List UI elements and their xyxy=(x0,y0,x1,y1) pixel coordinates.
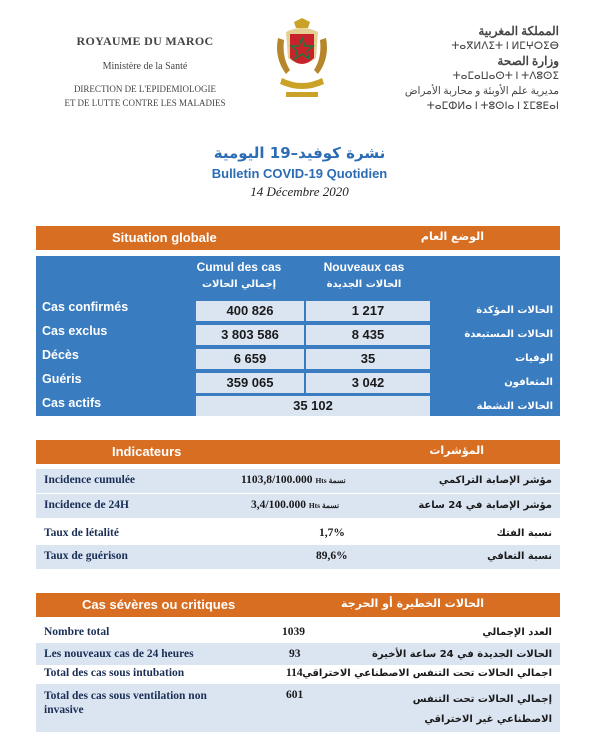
severe-value: 601 xyxy=(286,689,304,701)
col-cumul-ar: إجمالي الحالات xyxy=(201,279,277,290)
direction-ar: مديرية علم الأوبئة و محاربة الأمراض xyxy=(404,86,559,97)
indicator-label-ar: مؤشر الإصابة التراكمي xyxy=(438,475,552,486)
section-bar-indicators xyxy=(36,440,560,464)
col-header-new xyxy=(305,260,423,290)
severe-label-ar: الحالات الجديدة في 24 ساعة الأخيرة xyxy=(371,649,552,660)
col-new-ar: الحالات الجديدة xyxy=(326,279,402,290)
kingdom-tifinagh: ⵜⴰⴳⵍⴷⵉⵜ ⵏ ⵍⵎⵖⵔⵉⴱ xyxy=(451,41,559,52)
section-bar-severe xyxy=(36,593,560,617)
row-ar-confirmed: الحالات المؤكدة xyxy=(476,305,553,316)
title-french: Bulletin COVID-19 Quotidien xyxy=(211,166,388,181)
severe-row xyxy=(36,621,560,645)
kingdom-ar: المملكة المغربية xyxy=(478,24,559,38)
indicator-value: 1,7% xyxy=(319,527,345,539)
direction-fr-line1: DIRECTION DE L'EPIDEMIOLOGIE xyxy=(73,84,217,94)
severe-label-ar: اجمالي الحالات تحت التنفس الاصطناعي الاختراقي xyxy=(302,668,552,679)
severe-title-fr: Cas sévères ou critiques xyxy=(82,597,236,612)
situation-title-fr: Situation globale xyxy=(112,230,217,245)
indicator-label-ar: نسبة التعافي xyxy=(487,551,552,562)
severe-label: Total des cas sous intubation xyxy=(44,667,185,679)
row-ar-recovered: المتعافون xyxy=(504,377,553,388)
severe-label-ar: إجمالي الحالات تحت التنفس الاصطناعي غير الاختراقي xyxy=(412,694,552,725)
cell-deaths-new: 35 xyxy=(306,349,430,369)
row-label-deaths: Décès xyxy=(42,348,79,362)
situation-title-ar: الوضع العام xyxy=(420,230,484,243)
header-arabic xyxy=(359,24,559,114)
cell-deaths-cumul: 6 659 xyxy=(196,349,304,369)
cell-confirmed-new: 1 217 xyxy=(306,301,430,321)
indicator-label-ar: نسبة الفتك xyxy=(496,528,552,539)
cell-excluded-cumul: 3 803 586 xyxy=(196,325,304,345)
direction-fr-line2: ET DE LUTTE CONTRE LES MALADIES xyxy=(64,98,226,108)
indicator-label: Incidence de 24H xyxy=(44,499,129,511)
section-bar-situation xyxy=(36,226,560,250)
severe-label: Les nouveaux cas de 24 heures xyxy=(44,648,194,660)
severe-label: Nombre total xyxy=(44,626,110,638)
indicator-label: Incidence cumulée xyxy=(44,474,136,486)
title-arabic: نشرة كوفيد–19 اليومية xyxy=(213,144,386,162)
severe-label-ar: العدد الإجمالي xyxy=(482,627,552,638)
row-label-excluded: Cas exclus xyxy=(42,324,108,338)
col-cumul-fr: Cumul des cas xyxy=(196,260,282,274)
indicator-label: Taux de létalité xyxy=(44,527,119,539)
row-label-active: Cas actifs xyxy=(42,396,102,410)
severe-value: 114 xyxy=(286,667,303,679)
cell-recovered-cumul: 359 065 xyxy=(196,373,304,393)
cell-excluded-new: 8 435 xyxy=(306,325,430,345)
severe-title-ar: الحالات الخطيرة أو الحرجة xyxy=(341,597,484,610)
severe-row xyxy=(36,684,560,732)
severe-value: 93 xyxy=(289,648,301,660)
cell-confirmed-cumul: 400 826 xyxy=(196,301,304,321)
header-french xyxy=(40,34,250,110)
indicator-value: 3,4/100.000 Hts نسمة xyxy=(251,499,340,511)
severe-label: Total des cas sous ventilation non invasive xyxy=(44,690,207,716)
indicators-title-ar: المؤشرات xyxy=(429,444,484,457)
ministry-fr: Ministère de la Santé xyxy=(102,61,188,72)
cell-recovered-new: 3 042 xyxy=(306,373,430,393)
row-label-confirmed: Cas confirmés xyxy=(42,300,129,314)
row-label-recovered: Guéris xyxy=(42,372,82,386)
indicator-row xyxy=(36,522,560,546)
indicators-title-fr: Indicateurs xyxy=(112,444,182,459)
indicator-row xyxy=(36,494,560,518)
direction-tifinagh: ⵜⴰⵎⵀⵍⴰ ⵏ ⵜⵓⵙⵏⴰ ⵏ ⵉⵎⵓⴹⴰⵏ xyxy=(426,101,559,112)
indicator-label-ar: مؤشر الإصابة في 24 ساعة xyxy=(418,500,552,511)
indicator-value: 1103,8/100.000 Hts نسمة xyxy=(241,474,346,486)
indicator-row xyxy=(36,469,560,493)
row-ar-deaths: الوفيات xyxy=(515,353,553,364)
ministry-ar: وزارة الصحة xyxy=(497,54,559,68)
severe-value: 1039 xyxy=(282,626,305,638)
severe-row xyxy=(36,662,560,686)
row-ar-active: الحالات النشطة xyxy=(476,401,553,412)
indicator-value: 89,6% xyxy=(316,550,348,562)
kingdom-fr: ROYAUME DU MAROC xyxy=(76,34,214,48)
indicator-label: Taux de guérison xyxy=(44,550,128,562)
bulletin-date: 14 Décembre 2020 xyxy=(250,184,349,199)
col-new-fr: Nouveaux cas xyxy=(323,260,405,274)
coat-of-arms-icon xyxy=(272,18,332,102)
row-ar-excluded: الحالات المستبعدة xyxy=(464,329,553,340)
cell-active-value: 35 102 xyxy=(196,396,430,416)
col-header-cumul xyxy=(180,260,298,290)
direction-fr xyxy=(40,82,250,110)
indicator-row xyxy=(36,545,560,569)
ministry-tifinagh: ⵜⴰⵎⴰⵡⴰⵙⵜ ⵏ ⵜⴷⵓⵙⵉ xyxy=(452,71,559,82)
